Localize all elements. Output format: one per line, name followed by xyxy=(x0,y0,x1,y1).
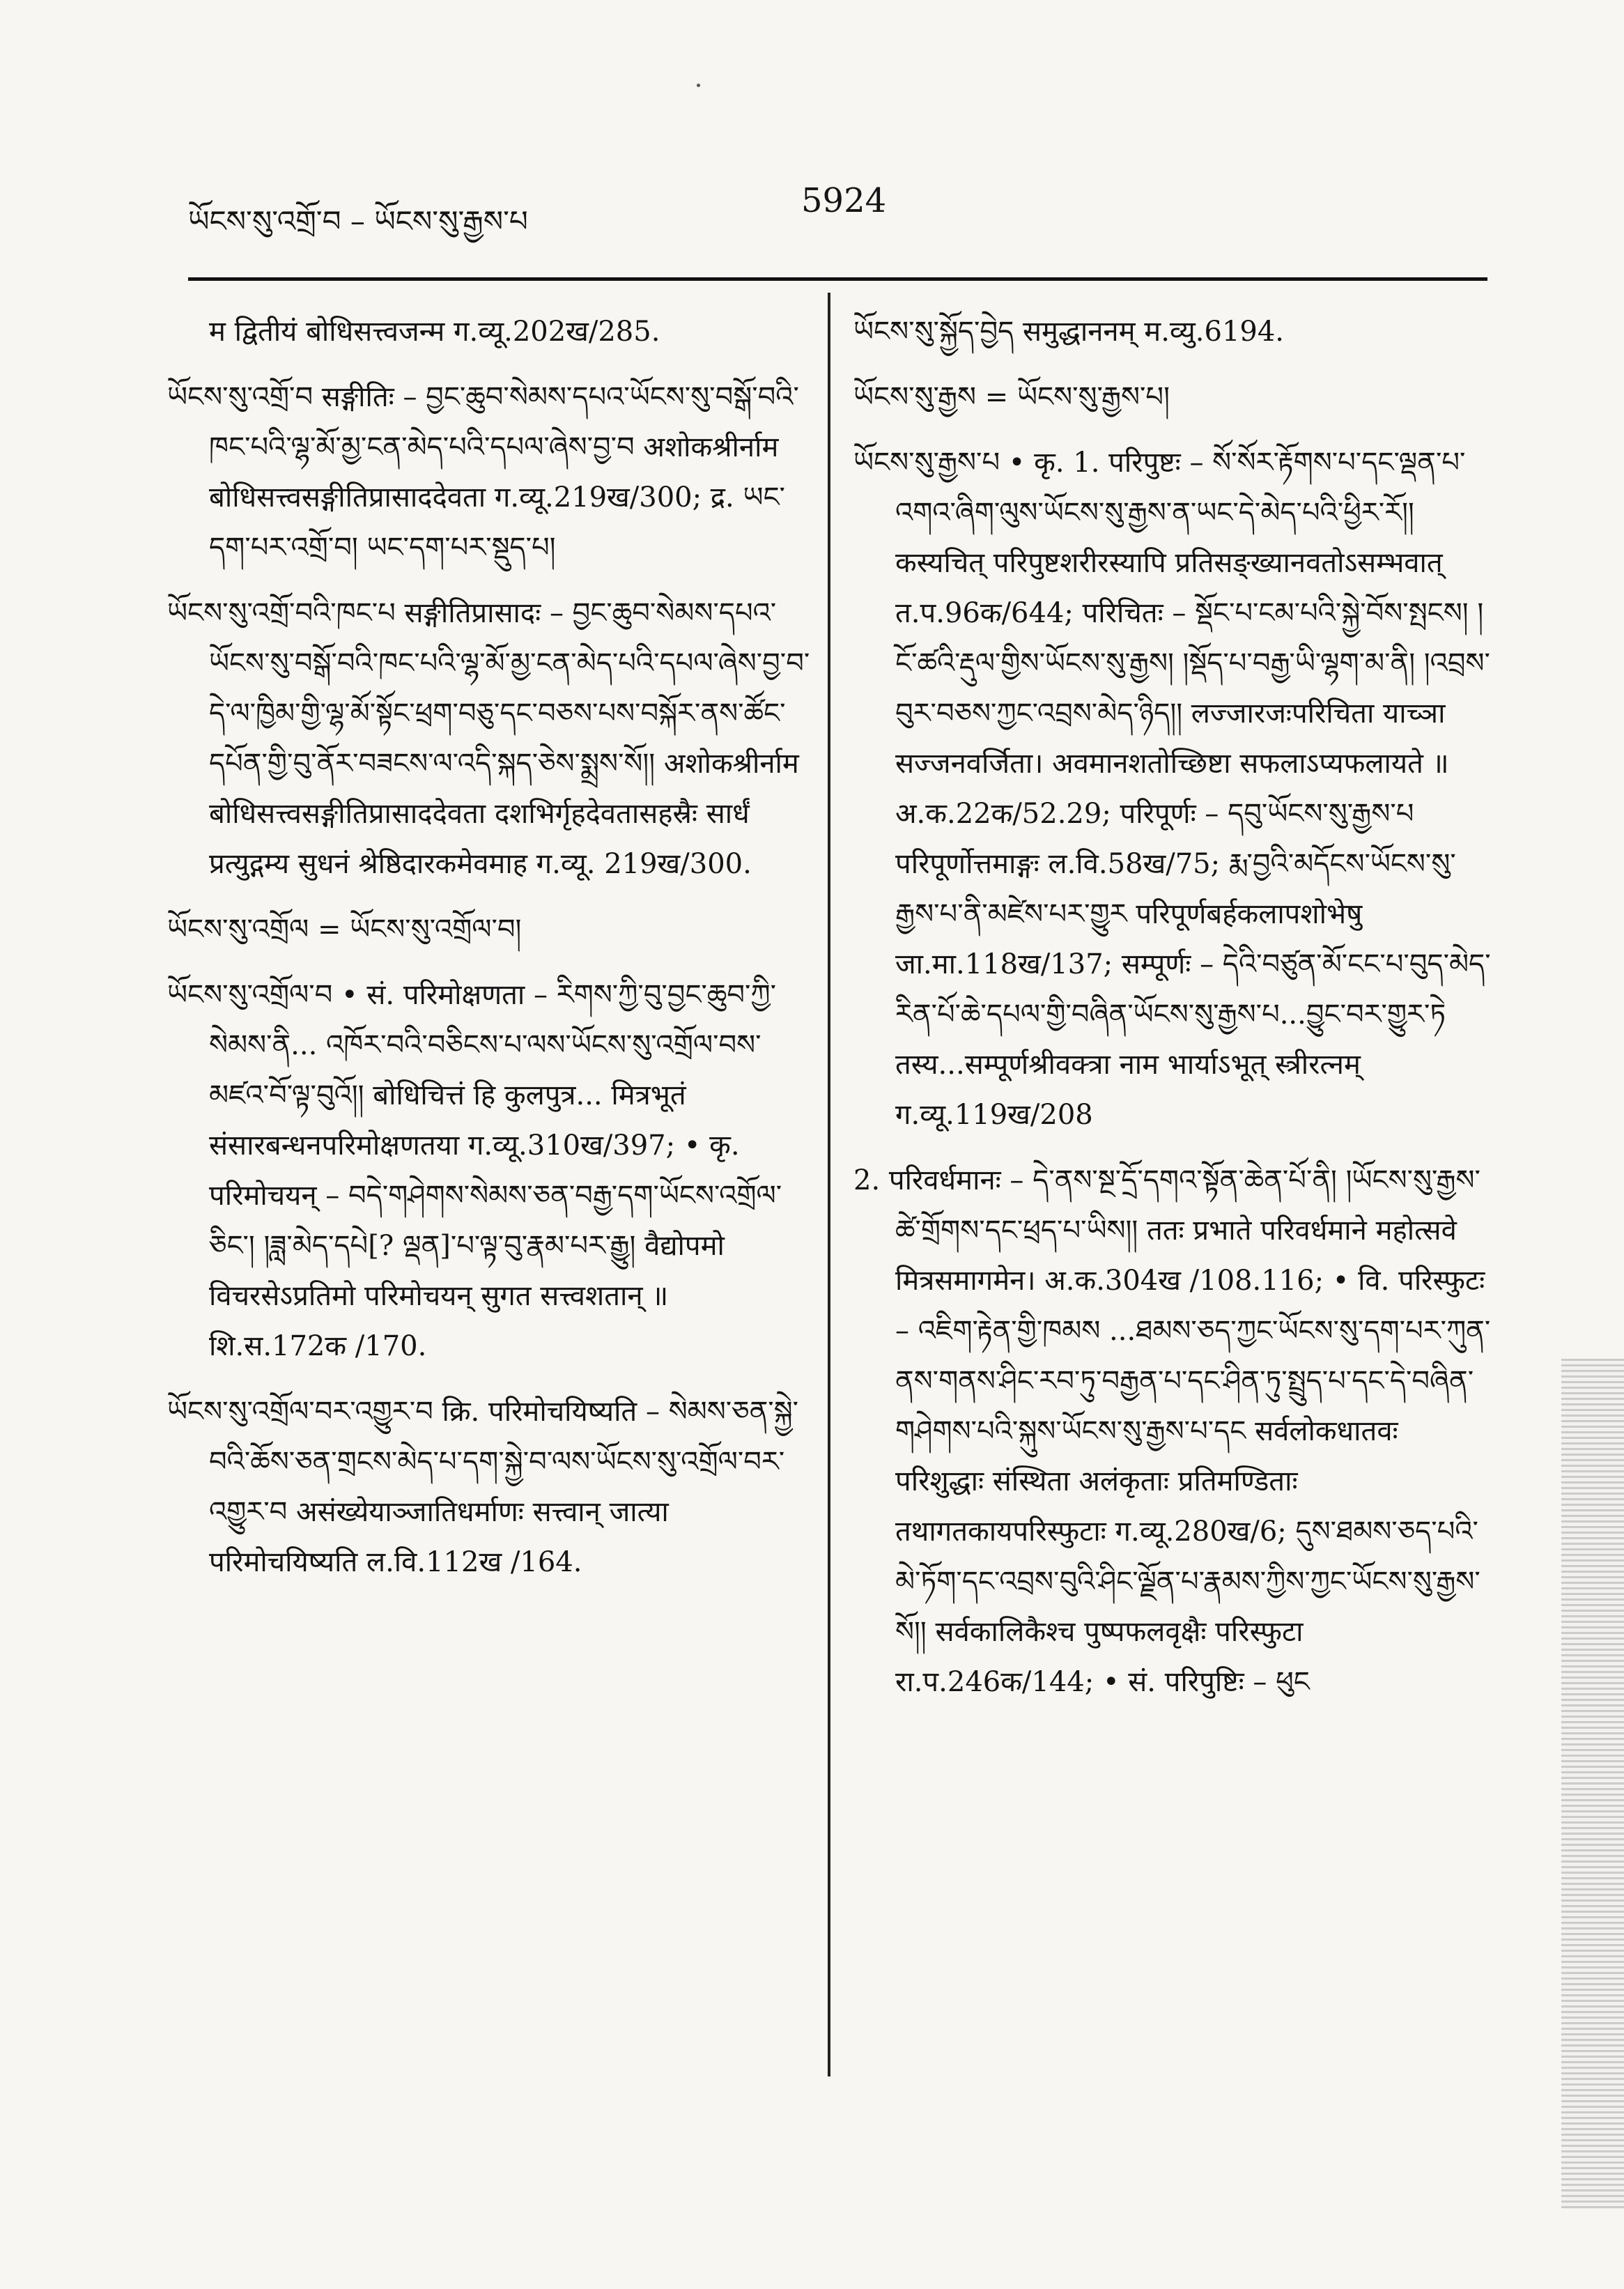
running-head: ཡོངས་སུ་འགྲོ་བ – ཡོངས་སུ་རྒྱས་པ xyxy=(188,204,528,238)
scan-edge-shadow xyxy=(1561,1359,1624,2209)
dictionary-entry: 2. परिवर्धमानः – དེ་ནས་སྔ་དྲོ་དགའ་སྟོན་ཆེན་པོ་ནི། །ཡོངས་སུ་རྒྱས་ཚེ་གྲོགས་དང་ཕྲད་པ་ཡིས།། ततः प्रभाते परिवर्धमाने महोत्सवे मित्रसमागमेन। अ.क.304ख /108.116; • वि. परिस्फुटः – འཇིག་རྟེན་གྱི་ཁམས ...ཐམས་ཅད་ཀྱང་ཡོངས་སུ་དག་པར་ཀུན་ནས་གནས་ཤིང་རབ་ཏུ་བརྒྱན་པ་དང་ཤིན་ཏུ་སྤྲུད་པ་དང་དེ་བཞིན་གཤེགས་པའི་སྐུས་ཡོངས་སུ་རྒྱས་པ་དང सर्वलोकधातवः परिशुद्धाः संस्थिता अलंकृताः प्रतिमण्डिताः तथागतकायपरिस्फुटाः ग.व्यू.280ख/6; དུས་ཐམས་ཅད་པའི་མེ་ཏོག་དང་འབྲས་བུའི་ཤིང་ལྗོན་པ་རྣམས་ཀྱིས་ཀྱང་ཡོངས་སུ་རྒྱས་སོ།། सर्वकालिकैश्च पुष्पफलवृक्षैः परिस्फुटा रा.प.246क/144; • सं. परिपुष्टिः – ཕུང xyxy=(853,1164,1491,1698)
dictionary-entry: ཡོངས་སུ་འགྲོལ་བ • सं. परिमोक्षणता – རིགས་ཀྱི་བུ་བྱང་ཆུབ་ཀྱི་སེམས་ནི... འཁོར་བའི་བཅིངས་པ་ལས་ཡོངས་སུ་འགྲོལ་བས་མཛའ་བོ་ལྟ་བུའོ།། बोधिचित्तं हि कुलपुत्र... मित्रभूतं संसारबन्धनपरिमोक्षणतया ग.व्यू.310ख/397; • कृ. परिमोचयन् – བདེ་གཤེགས་སེམས་ཅན་བརྒྱ་དག་ཡོངས་འགྲོལ་ཅིང་། །ཟླ་མེད་དཔེ[? ལྡན]་པ་ལྟ་བུ་རྣམ་པར་རྒྱུ། वैद्योपमो विचरसेऽप्रतिमो परिमोचयन् सुगत सत्त्वशतान् ॥ शि.स.172क /170. xyxy=(167,979,782,1362)
dictionary-entry: म द्वितीयं बोधिसत्त्वजन्म ग.व्यू.202ख/285. xyxy=(209,316,660,348)
dictionary-entry: ཡོངས་སུ་འགྲོ་བའི་ཁང་པ सङ्गीतिप्रासादः – བྱང་ཆུབ་སེམས་དཔའ་ཡོངས་སུ་བསྒོ་བའི་ཁང་པའི་ལྷ་མོ་མྱ་ངན་མེད་པའི་དཔལ་ཞེས་བྱ་བ་དེ་ལ་ཁྱིམ་གྱི་ལྷ་མོ་སྟོང་ཕྲག་བཅུ་དང་བཅས་པས་བསྐོར་ནས་ཚོང་དཔོན་གྱི་བུ་ནོར་བཟངས་ལ་འདི་སྐད་ཅེས་སྨྲས་སོ།། अशोकश्रीर्नाम बोधिसत्त्वसङ्गीतिप्रासाददेवता दशभिर्गृहदेवतासहस्रैः सार्धं प्रत्युद्गम्य सुधनं श्रेष्ठिदारकमेवमाह ग.व्यू. 219ख/300. xyxy=(167,597,810,880)
dictionary-entry: ཡོངས་སུ་རྒྱས = ཡོངས་སུ་རྒྱས་པ། xyxy=(853,381,1170,413)
column-divider xyxy=(828,293,830,2076)
dictionary-entry: ཡོངས་སུ་འགྲོལ་བར་འགྱུར་བ क्रि. परिमोचयिष्यति – སེམས་ཅན་སྐྱེ་བའི་ཆོས་ཅན་གྲངས་མེད་པ་དག་སྐྱེ་བ་ལས་ཡོངས་སུ་འགྲོལ་བར་འགྱུར་བ असंख्येयाञ्जातिधर्माणः सत्त्वान् जात्या परिमोचयिष्यति ल.वि.112ख /164. xyxy=(167,1396,799,1578)
right-column xyxy=(853,307,1491,1722)
header-rule xyxy=(188,277,1487,281)
left-column xyxy=(167,307,812,1603)
page-number: 5924 xyxy=(801,181,887,220)
dictionary-entry: ཡོངས་སུ་འགྲོལ = ཡོངས་སུ་འགྲོལ་བ། xyxy=(167,914,522,946)
dictionary-entry: ཡོངས་སུ་འགྲོ་བ सङ्गीतिः – བྱང་ཆུབ་སེམས་དཔའ་ཡོངས་སུ་བསྒོ་བའི་ཁང་པའི་ལྷ་མོ་མྱ་ངན་མེད་པའི་དཔལ་ཞེས་བྱ་བ अशोकश्रीर्नाम बोधिसत्त्वसङ्गीतिप्रासाददेवता ग.व्यू.219ख/300; द्र. ཡང་དག་པར་འགྲོ་བ། ཡང་དག་པར་སྡུད་པ། xyxy=(167,381,799,564)
page-header xyxy=(188,181,1484,237)
dictionary-entry: ཡོངས་སུ་སྐྱོད་བྱེད समुद्धाननम् म.व्यु.6194. xyxy=(853,316,1285,348)
scan-speck xyxy=(697,84,700,87)
dictionary-entry: ཡོངས་སུ་རྒྱས་པ • कृ. 1. परिपुष्टः – སོ་སོར་རྟོགས་པ་དང་ལྡན་པ་འགའ་ཞིག་ལུས་ཡོངས་སུ་རྒྱས་ན་ཡང་དེ་མེད་པའི་ཕྱིར་རོ།། कस्यचित् परिपुष्टशरीरस्यापि प्रतिसङ्ख्यानवतोऽसम्भवात् त.प.96क/644; परिचितः – སྡོང་པ་ངམ་པའི་སྐྱེ་བོས་སྤངས། །ངོ་ཚའི་རྡུལ་གྱིས་ཡོངས་སུ་རྒྱས། །སྡོད་པ་བརྒྱ་ཡི་ལྷག་མ་ནི། །འབྲས་བུར་བཅས་ཀྱང་འབྲས་མེད་ཉིད།། लज्जारजःपरिचिता याच्ञा सज्जनवर्जिता। अवमानशतोच्छिष्टा सफलाऽप्यफलायते ॥ अ.क.22क/52.29; परिपूर्णः – དབུ་ཡོངས་སུ་རྒྱས་པ परिपूर्णोत्तमाङ्गः ल.वि.58ख/75; རྨ་བྱའི་མདོངས་ཡོངས་སུ་རྒྱས་པ་ནི་མཛེས་པར་གྱུར परिपूर्णबर्हकलापशोभेषु जा.मा.118ख/137; सम्पूर्णः – དེའི་བཙུན་མོ་ངང་པ་བུད་མེད་རིན་པོ་ཆེ་དཔལ་གྱི་བཞིན་ཡོངས་སུ་རྒྱས་པ...བྱུང་བར་གྱུར་ཏེ तस्य...सम्पूर्णश्रीवक्त्रा नाम भार्याऽभूत् स्त्रीरत्नम् ग.व्यू.119ख/208 xyxy=(853,447,1491,1131)
